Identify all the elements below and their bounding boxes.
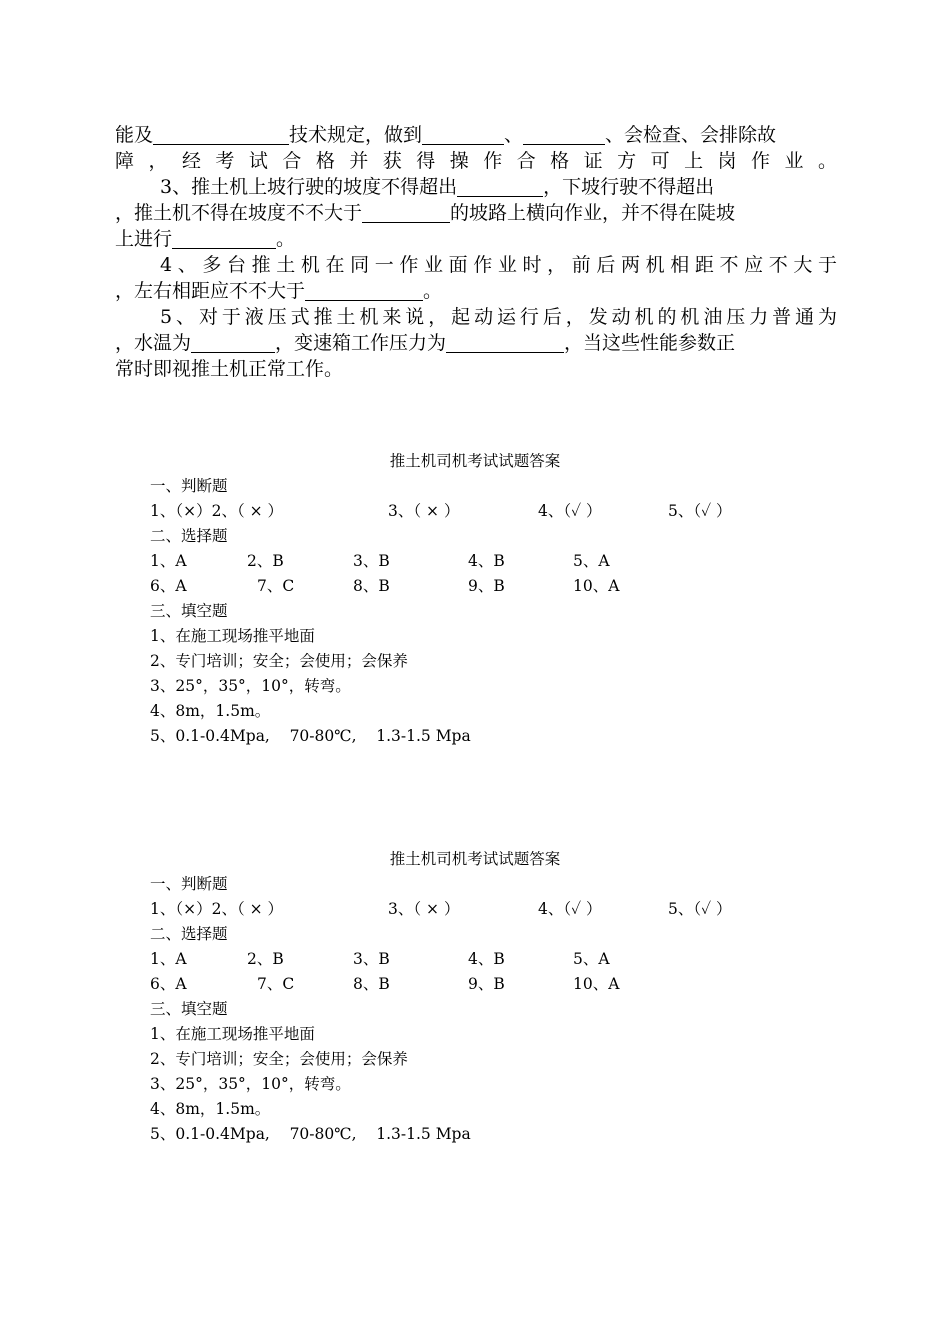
judge-answer: 3、（ × ） (388, 502, 460, 520)
question-text: ，下坡行驶不得超出 (543, 176, 715, 198)
question-line (115, 122, 776, 148)
choice-answer: 9、B (468, 577, 505, 595)
question-line: 常时即视推土机正常工作。 (115, 358, 344, 380)
question-text: ，变速箱工作压力为 (275, 332, 447, 354)
question-text: 能及 (115, 124, 154, 146)
question-line (115, 200, 735, 226)
question-line (115, 330, 735, 356)
answer-blank (305, 280, 423, 301)
choice-heading: 二、选择题 (150, 527, 228, 545)
choice-answers-row (150, 973, 850, 995)
choice-answer: 2、B (247, 552, 284, 570)
judge-heading: 一、判断题 (150, 875, 228, 893)
fill-answer: 3、25°，35°，10°，转弯。 (150, 1075, 351, 1093)
answer-blank (172, 228, 276, 249)
choice-answer: 2、B (247, 950, 284, 968)
question-text: ，当这些性能参数正 (564, 332, 736, 354)
judge-answer: 4、（✓ ） (538, 502, 602, 520)
question-text: ，水温为 (115, 332, 192, 354)
question-line (115, 278, 442, 304)
answer-title: 推土机司机考试试题答案 (389, 850, 561, 868)
choice-answer: 10、A (573, 577, 620, 595)
choice-answer: 8、B (353, 577, 390, 595)
judge-answers (150, 500, 850, 522)
answer-blank (523, 124, 605, 145)
fill-heading: 三、填空题 (150, 602, 228, 620)
question-line: 障，经考试合格并获得操作合格证方可上岗作业。 (115, 150, 837, 172)
choice-answer: 6、A (150, 975, 187, 993)
judge-answer: 3、（ × ） (388, 900, 460, 918)
judge-answers (150, 898, 850, 920)
question-text: 上进行 (115, 228, 173, 250)
fill-heading: 三、填空题 (150, 1000, 228, 1018)
fill-answer: 2、专门培训；安全；会使用；会保养 (150, 652, 408, 670)
choice-answer: 5、A (573, 552, 610, 570)
choice-answer: 7、C (257, 577, 295, 595)
fill-answer: 5、0.1-0.4Mpa, 70-80℃, 1.3-1.5 Mpa (150, 727, 471, 745)
question-text: 。 (276, 228, 296, 250)
answer-blank (191, 332, 275, 353)
choice-answer: 3、B (353, 950, 390, 968)
judge-answer: 5、（✓ ） (668, 900, 732, 918)
choice-answer: 4、B (468, 950, 505, 968)
fill-answer: 4、8m，1.5m。 (150, 1100, 271, 1118)
question-line (115, 226, 295, 252)
judge-answer: 1、（×）2、（ × ） (150, 502, 284, 520)
question-text: ，推土机不得在坡度不不大于 (115, 202, 363, 224)
judge-answer: 1、（×）2、（ × ） (150, 900, 284, 918)
choice-answers-row (150, 948, 850, 970)
choice-answer: 3、B (353, 552, 390, 570)
fill-answer: 4、8m，1.5m。 (150, 702, 271, 720)
fill-answer: 2、专门培训；安全；会使用；会保养 (150, 1050, 408, 1068)
fill-answer: 3、25°，35°，10°，转弯。 (150, 677, 351, 695)
judge-answer: 4、（✓ ） (538, 900, 602, 918)
answer-blank (422, 124, 504, 145)
question-text: 3、推土机上坡行驶的坡度不得超出 (160, 176, 458, 198)
choice-answers-row (150, 550, 850, 572)
choice-answer: 7、C (257, 975, 295, 993)
answer-blank (446, 332, 564, 353)
question-text: 的坡路上横向作业，并不得在陡坡 (450, 202, 736, 224)
question-line: 4、多台推土机在同一作业面作业时，前后两机相距不应不大于 (160, 254, 837, 276)
question-text: 。 (423, 280, 443, 302)
question-text: ，左右相距应不不大于 (115, 280, 306, 302)
fill-answer: 1、在施工现场推平地面 (150, 1025, 315, 1043)
choice-answer: 10、A (573, 975, 620, 993)
choice-answer: 4、B (468, 552, 505, 570)
choice-answers-row (150, 575, 850, 597)
answer-blank (362, 202, 450, 223)
question-text: 、 (504, 124, 524, 146)
judge-heading: 一、判断题 (150, 477, 228, 495)
choice-answer: 8、B (353, 975, 390, 993)
question-line: 5、对于液压式推土机来说，起动运行后，发动机的机油压力普通为 (160, 306, 837, 328)
choice-answer: 9、B (468, 975, 505, 993)
choice-answer: 1、A (150, 552, 187, 570)
question-text: 技术规定，做到 (289, 124, 423, 146)
choice-answer: 5、A (573, 950, 610, 968)
fill-answer: 5、0.1-0.4Mpa, 70-80℃, 1.3-1.5 Mpa (150, 1125, 471, 1143)
choice-answer: 1、A (150, 950, 187, 968)
answer-blank (457, 176, 543, 197)
question-line (160, 174, 714, 200)
answer-title: 推土机司机考试试题答案 (389, 452, 561, 470)
answer-blank (153, 124, 289, 145)
fill-answer: 1、在施工现场推平地面 (150, 627, 315, 645)
choice-answer: 6、A (150, 577, 187, 595)
choice-heading: 二、选择题 (150, 925, 228, 943)
question-text: 、会检查、会排除故 (605, 124, 777, 146)
judge-answer: 5、（✓ ） (668, 502, 732, 520)
